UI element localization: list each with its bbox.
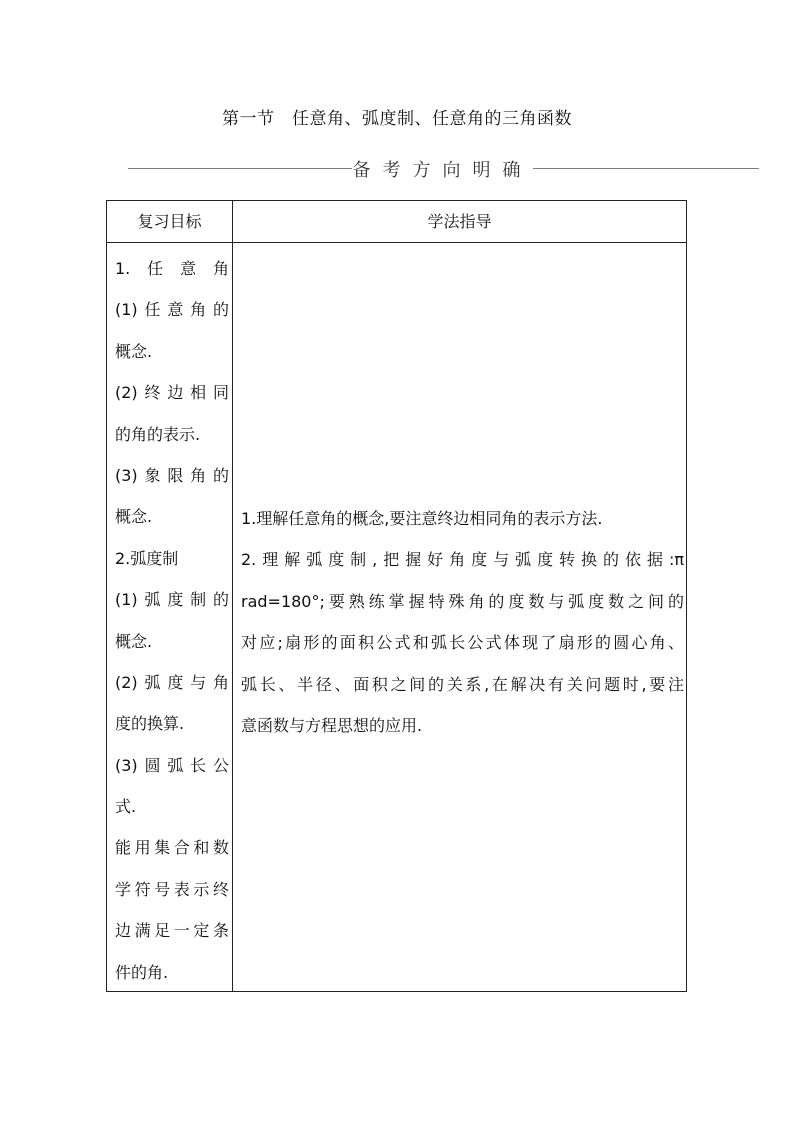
section-title: 第一节 任意角、弧度制、任意角的三角函数	[222, 109, 572, 129]
method-line: rad=180°;要熟练掌握特殊角的度数与弧度数之间的	[241, 591, 684, 611]
goal-line: 的角的表示.	[115, 424, 201, 444]
goal-line: 边满足一定条	[115, 921, 229, 941]
method-line: 对应;扇形的面积公式和弧长公式体现了扇形的圆心角、	[241, 633, 684, 653]
goal-line: 概念.	[115, 631, 153, 651]
goal-line: (3)圆弧长公	[115, 755, 229, 775]
goal-line: 概念.	[115, 507, 153, 527]
goal-line: (2)终边相同	[115, 383, 229, 403]
goal-line: 学符号表示终	[115, 879, 229, 899]
banner-text: 备考方向明确	[352, 160, 533, 181]
column-divider	[232, 201, 233, 991]
method-line: 弧长、半径、面积之间的关系,在解决有关问题时,要注	[241, 674, 684, 694]
review-goals-cell	[115, 248, 229, 993]
goal-line: (3)象限角的	[115, 465, 229, 485]
goal-line: 式.	[115, 797, 137, 817]
goal-line: (1)任意角的	[115, 300, 229, 320]
header-review-goals: 复习目标	[137, 212, 202, 231]
study-guide-table	[106, 200, 687, 992]
study-method-cell	[241, 498, 684, 746]
goal-line: 概念.	[115, 341, 153, 361]
header-divider	[107, 242, 686, 243]
method-line: 意函数与方程思想的应用.	[241, 715, 423, 735]
method-line: 1.理解任意角的概念,要注意终边相同角的表示方法.	[241, 509, 603, 528]
banner-rule-left	[128, 168, 352, 169]
goal-line: 度的换算.	[115, 714, 185, 734]
banner-rule-right	[533, 168, 759, 169]
goal-line: 2.弧度制	[115, 548, 179, 568]
section-banner	[0, 156, 794, 182]
method-line: 2.理解弧度制,把握好角度与弧度转换的依据:π	[241, 550, 684, 570]
goal-line: 能用集合和数	[115, 838, 229, 858]
header-study-method: 学法指导	[427, 212, 492, 231]
goal-line: 件的角.	[115, 962, 169, 982]
goal-line: (1)弧度制的	[115, 590, 229, 610]
goal-line: (2)弧度与角	[115, 672, 229, 692]
goal-line: 1.任意角	[115, 259, 229, 278]
